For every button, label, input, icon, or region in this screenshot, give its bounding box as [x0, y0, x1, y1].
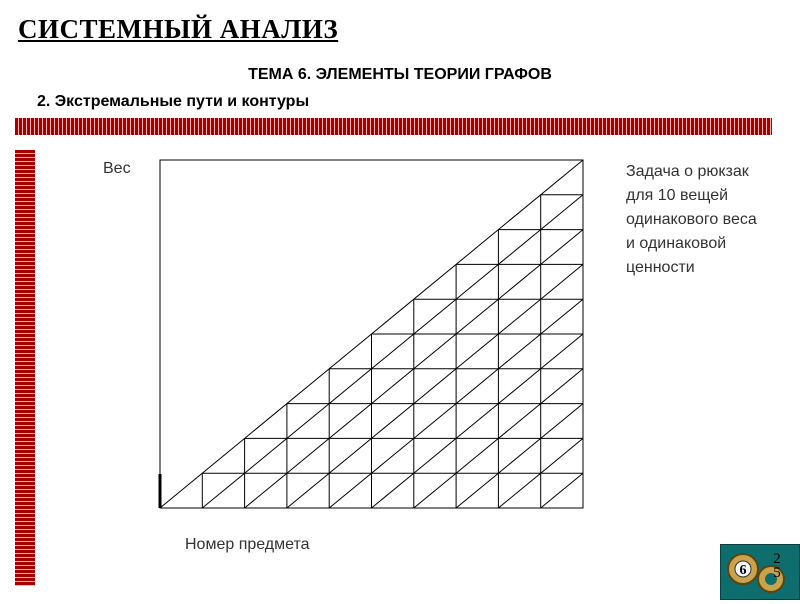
- grid-diagonal-line: [498, 438, 540, 473]
- grid-diagonal-line: [541, 473, 583, 508]
- grid-diagonal-line: [202, 473, 244, 508]
- grid-diagonal-line: [456, 264, 498, 299]
- grid-diagonal-line: [287, 404, 329, 439]
- grid-diagonal-line: [456, 334, 498, 369]
- grid-diagonal-line: [414, 438, 456, 473]
- page-number-top: 2: [773, 551, 781, 567]
- grid-diagonal-line: [414, 473, 456, 508]
- grid-diagonal-line: [541, 299, 583, 334]
- grid-diagonal-line: [498, 369, 540, 404]
- grid-diagonal-line: [498, 404, 540, 439]
- grid-diagonal-line: [414, 334, 456, 369]
- task-description: [626, 160, 796, 280]
- grid-diagonal-line: [372, 404, 414, 439]
- description-line: для 10 вещей: [626, 187, 729, 204]
- grid-diagonal-line: [541, 334, 583, 369]
- grid-diagonal-line: [414, 299, 456, 334]
- grid-diagonal-line: [329, 473, 371, 508]
- grid-diagonal-line: [372, 369, 414, 404]
- grid-diagonal-line: [456, 438, 498, 473]
- grid-diagonal-line: [245, 473, 287, 508]
- page-number-bottom: 5: [773, 565, 781, 581]
- section-heading: 2. Экстремальные пути и контуры: [37, 93, 310, 110]
- grid-diagonal-line: [287, 438, 329, 473]
- grid-diagonal-line: [541, 438, 583, 473]
- grid-lines: [160, 160, 583, 508]
- grid-diagonal-line: [329, 369, 371, 404]
- x-axis-label: Номер предмета: [185, 536, 310, 553]
- course-title: СИСТЕМНЫЙ АНАЛИЗ: [18, 14, 339, 44]
- grid-diagonal-line: [498, 264, 540, 299]
- logo-digit: 6: [739, 563, 747, 578]
- grid-diagonal-line: [287, 473, 329, 508]
- grid-diagonal-line: [541, 195, 583, 230]
- grid-diagonal-line: [329, 438, 371, 473]
- grid-diagonal-line: [456, 404, 498, 439]
- grid-diagonal-line: [541, 264, 583, 299]
- grid-diagonal-line: [456, 473, 498, 508]
- gear-logo-icon: [721, 545, 799, 599]
- grid-diagonal-line: [498, 299, 540, 334]
- grid-diagonal-line: [414, 369, 456, 404]
- grid-diagonal-line: [372, 473, 414, 508]
- grid-diagonal-line: [372, 334, 414, 369]
- grid-diagonal-line: [372, 438, 414, 473]
- grid-diagonal-line: [245, 438, 287, 473]
- grid-diagonal-line: [456, 299, 498, 334]
- grid-diagonal-line: [456, 369, 498, 404]
- grid-diagonal-line: [541, 369, 583, 404]
- grid-diagonal-line: [498, 473, 540, 508]
- description-line: Задача о рюкзак: [626, 163, 749, 180]
- logo-badge: [720, 544, 800, 600]
- grid-diagonal-line: [541, 404, 583, 439]
- description-line: ценности: [626, 259, 695, 276]
- grid-diagonal-line: [541, 230, 583, 265]
- y-axis-label: Вес: [103, 160, 131, 177]
- grid-diagonal-line: [498, 334, 540, 369]
- description-line: одинакового веса: [626, 211, 757, 228]
- description-line: и одинаковой: [626, 235, 727, 252]
- grid-diagonal-line: [329, 404, 371, 439]
- topic-heading: ТЕМА 6. ЭЛЕМЕНТЫ ТЕОРИИ ГРАФОВ: [248, 66, 552, 83]
- page-number: [770, 552, 784, 580]
- grid-diagonal-line: [498, 230, 540, 265]
- grid-diagonal-line: [414, 404, 456, 439]
